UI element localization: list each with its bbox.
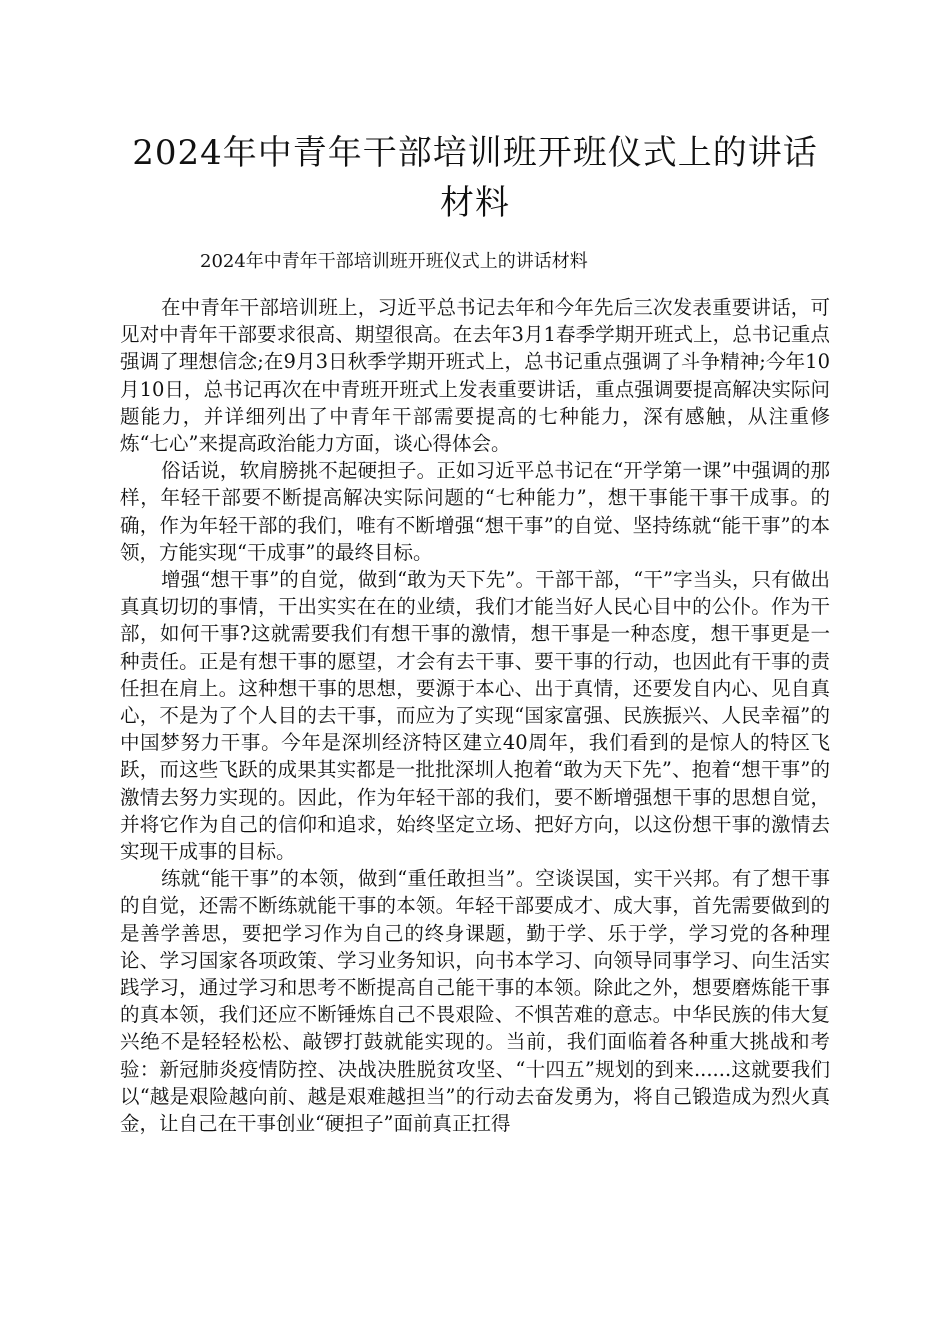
document-subtitle: 2024年中青年干部培训班开班仪式上的讲话材料 [200, 251, 588, 272]
paragraph-2: 俗话说，软肩膀挑不起硬担子。正如习近平总书记在“开学第一课”中强调的那样，年轻干部要不断提高解决实际问题的“七种能力”，想干事能干事干成事。的确，作为年轻干部的我们，唯有不断增强“想干事”的自觉、坚持练就“能干事”的本领，方能实现“干成事”的最终目标。 [120, 459, 830, 564]
document-body [120, 294, 830, 1137]
paragraph-4: 练就“能干事”的本领，做到“重任敢担当”。空谈误国，实干兴邦。有了想干事的自觉，还需不断练就能干事的本领。年轻干部要成才、成大事，首先需要做到的是善学善思，要把学习作为自己的终身课题，勤于学、乐于学，学习党的各种理论、学习国家各项政策、学习业务知识，向书本学习、向领导同事学习、向生活实践学习，通过学习和思考不断提高自己能干事的本领。除此之外，想要磨炼能干事的真本领，我们还应不断锤炼自己不畏艰险、不惧苦难的意志。中华民族的伟大复兴绝不是轻轻松松、敲锣打鼓就能实现的。当前，我们面临着各种重大挑战和考验：新冠肺炎疫情防控、决战决胜脱贫攻坚、“十四五”规划的到来......这就要我们以“越是艰险越向前、越是艰难越担当”的行动去奋发勇为，将自己锻造成为烈火真金，让自己在干事创业“硬担子”面前真正扛得 [120, 867, 830, 1136]
document-title: 2024年中青年干部培训班开班仪式上的讲话材料 [132, 133, 818, 223]
paragraph-1: 在中青年干部培训班上，习近平总书记去年和今年先后三次发表重要讲话，可见对中青年干部要求很高、期望很高。在去年3月1春季学期开班式上，总书记重点强调了理想信念;在9月3日秋季学期开班式上，总书记重点强调了斗争精神;今年10月10日，总书记再次在中青班开班式上发表重要讲话，重点强调要提高解决实际问题能力，并详细列出了中青年干部需要提高的七种能力，深有感触，从注重修炼“七心”来提高政治能力方面，谈心得体会。 [120, 296, 830, 456]
paragraph-3: 增强“想干事”的自觉，做到“敢为天下先”。干部干部，“干”字当头，只有做出真真切切的事情，干出实实在在的业绩，我们才能当好人民心目中的公仆。作为干部，如何干事?这就需要我们有想干事的激情，想干事是一种态度，想干事更是一种责任。正是有想干事的愿望，才会有去干事、要干事的行动，也因此有干事的责任担在肩上。这种想干事的思想，要源于本心、出于真情，还要发自内心、见自真心，不是为了个人目的去干事，而应为了实现“国家富强、民族振兴、人民幸福”的中国梦努力干事。今年是深圳经济特区建立40周年，我们看到的是惊人的特区飞跃，而这些飞跃的成果其实都是一批批深圳人抱着“敢为天下先”、抱着“想干事”的激情去努力实现的。因此，作为年轻干部的我们，要不断增强想干事的思想自觉，并将它作为自己的信仰和追求，始终坚定立场、把好方向，以这份想干事的激情去实现干成事的目标。 [120, 568, 830, 864]
